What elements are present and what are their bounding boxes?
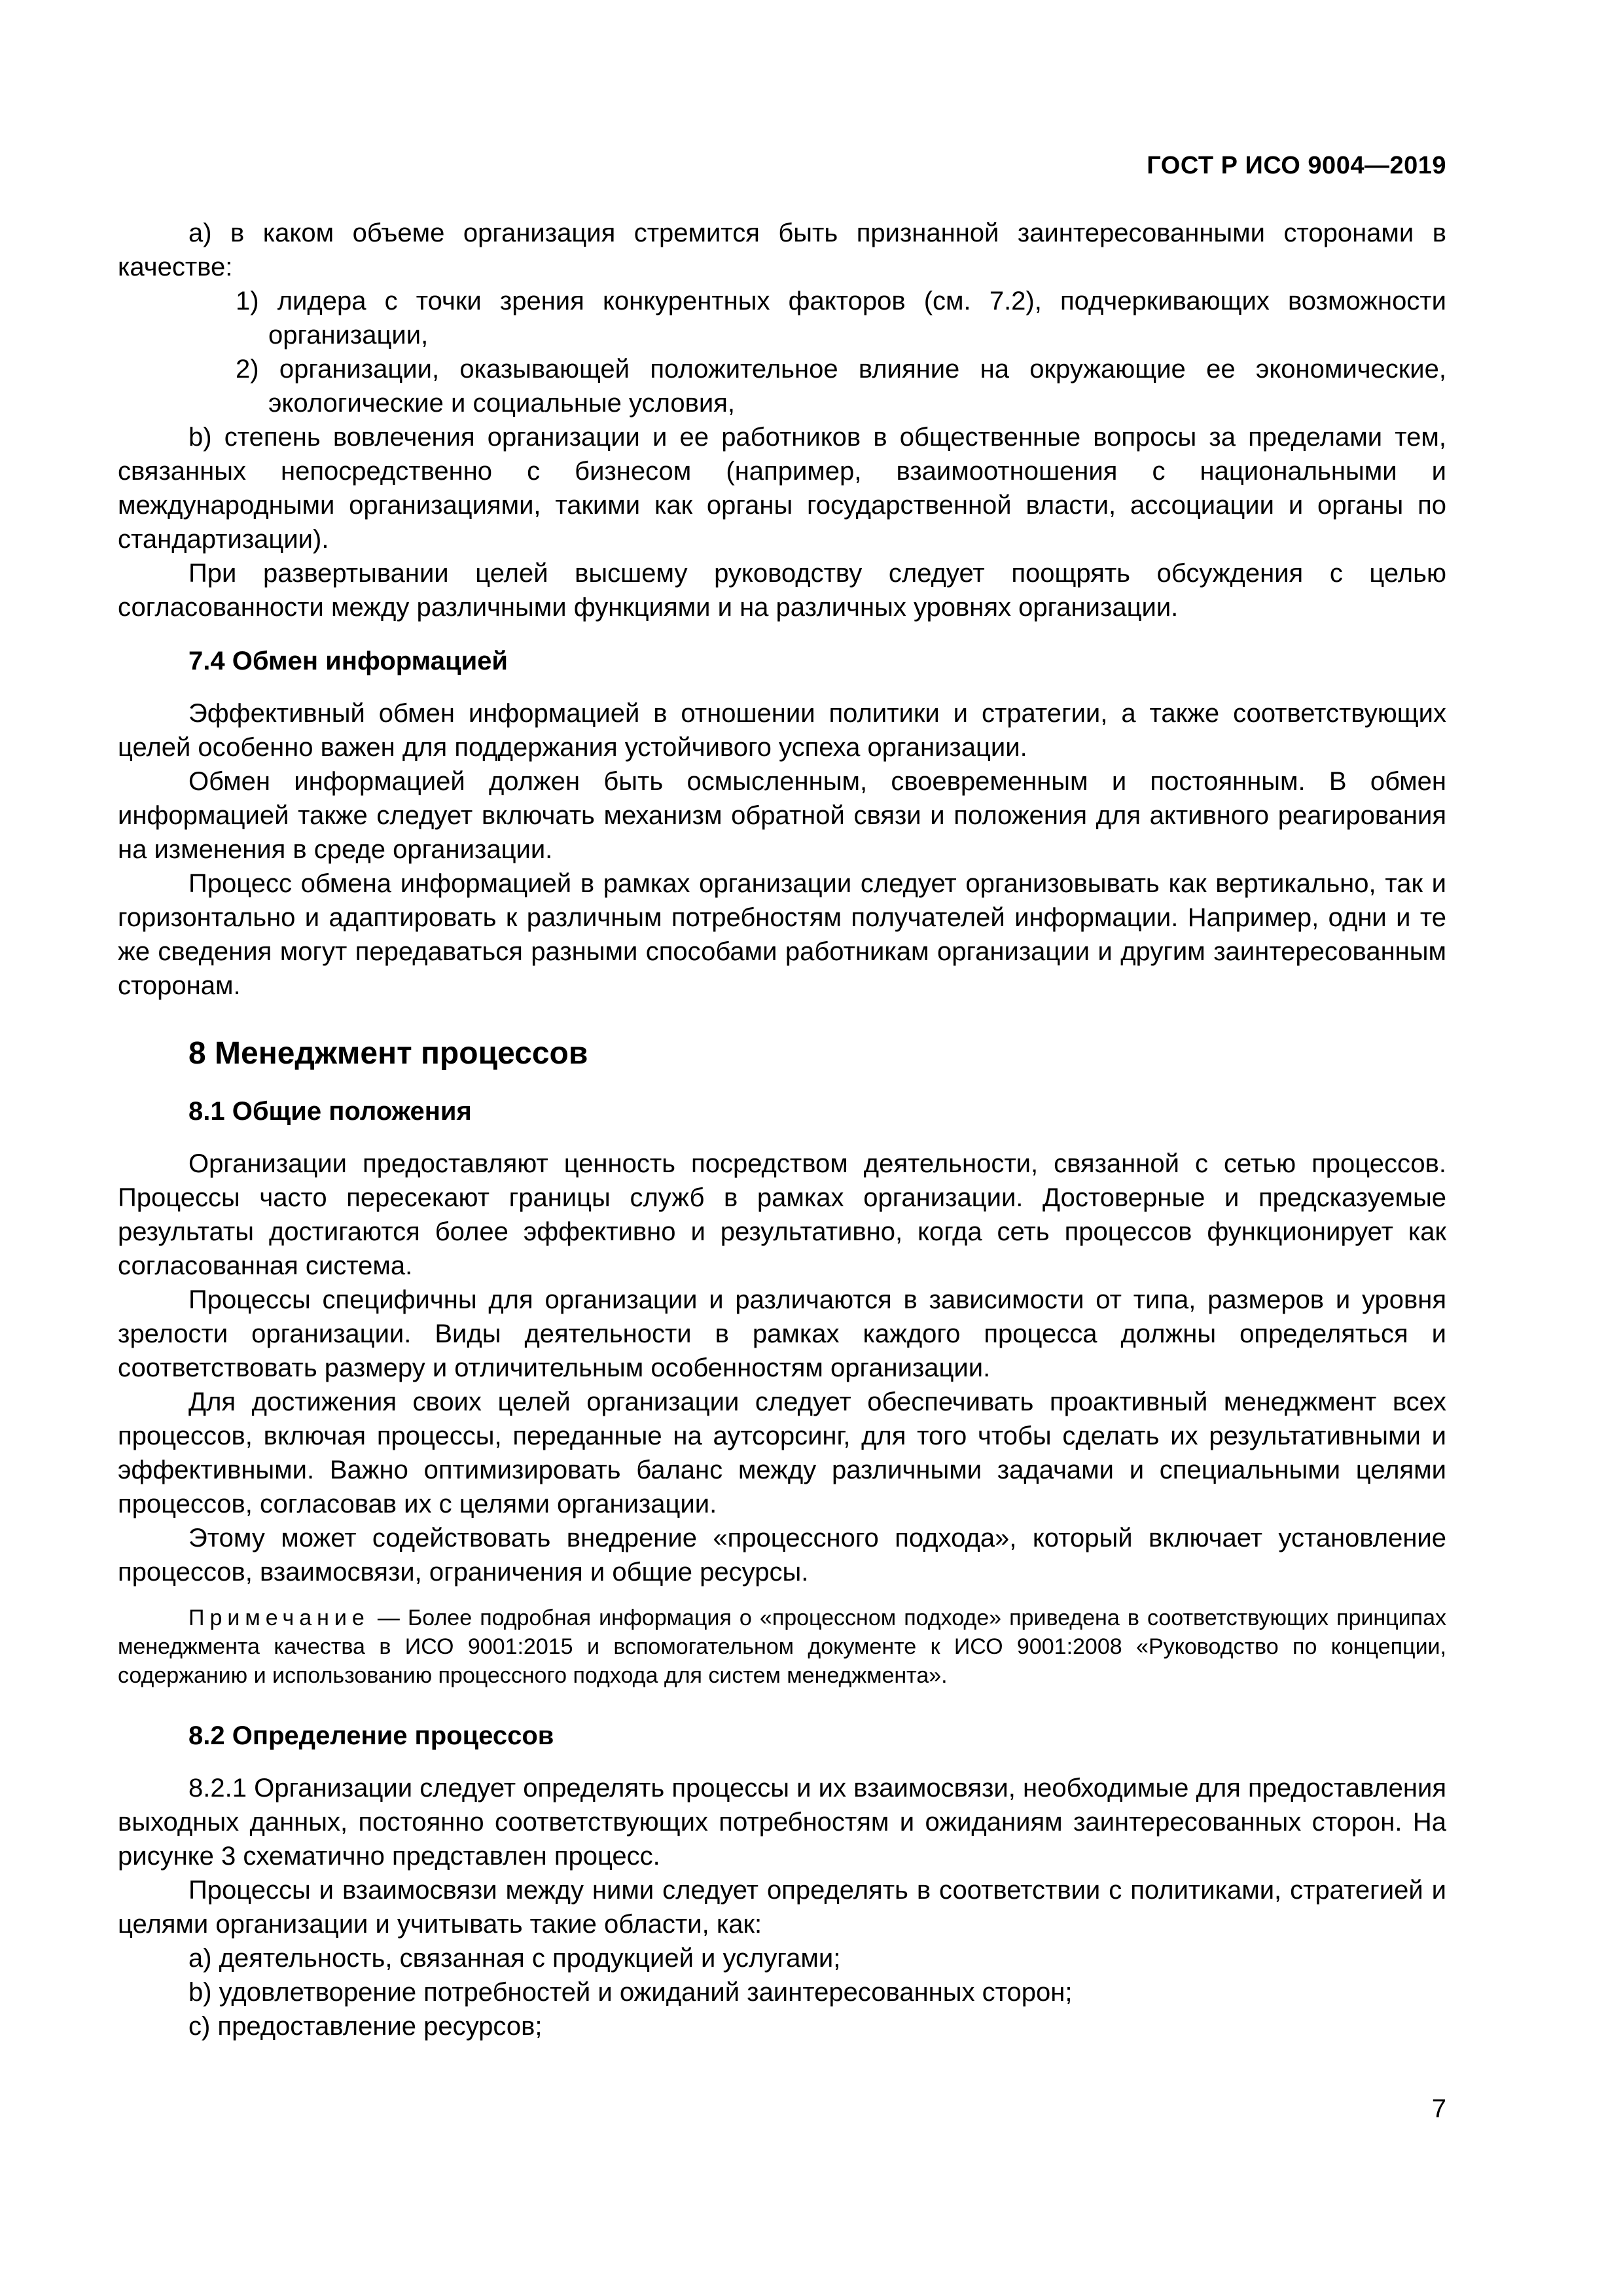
paragraph: 8.2.1 Организации следует определять процессы и их взаимосвязи, необходимые для предоставления выходных данных, постоянно соответствующих потребностям и ожиданиям заинтересованных сторон. На рисунке 3 схематично представлен процесс. bbox=[118, 1774, 1446, 1871]
section-heading-7-4: 7.4 Обмен информацией bbox=[188, 647, 508, 675]
paragraph: Обмен информацией должен быть осмысленным, своевременным и постоянным. В обмен информацией также следует включать механизм обратной связи и положения для активного реагирования на изменения в среде организации. bbox=[118, 767, 1446, 864]
list-item: c) предоставление ресурсов; bbox=[188, 2012, 543, 2041]
paragraph: Эффективный обмен информацией в отношении политики и стратегии, а также соответствующих целей особенно важен для поддержания устойчивого успеха организации. bbox=[118, 699, 1446, 762]
list-item: b) удовлетворение потребностей и ожиданий заинтересованных сторон; bbox=[188, 1978, 1073, 2007]
paragraph: Организации предоставляют ценность посредством деятельности, связанной с сетью процессов. Процессы часто пересекают границы служб в рамках организации. Достоверные и предсказуемые результаты достигаются более эффективно и результативно, когда сеть процессов функционирует как согласованная система. bbox=[118, 1149, 1446, 1280]
document-header: ГОСТ Р ИСО 9004—2019 bbox=[1147, 152, 1446, 179]
document-body bbox=[118, 216, 1446, 2043]
note bbox=[118, 1604, 1446, 1690]
paragraph: При развертывании целей высшему руководству следует поощрять обсуждения с целью согласованности между различными функциями и на различных уровнях организации. bbox=[118, 559, 1446, 622]
list-item: 2) организации, оказывающей положительное влияние на окружающие ее экономические, экологические и социальные условия, bbox=[236, 355, 1446, 418]
section-heading-8-1: 8.1 Общие положения bbox=[188, 1097, 472, 1126]
paragraph: Процессы специфичны для организации и различаются в зависимости от типа, размеров и уровня зрелости организации. Виды деятельности в рамках каждого процесса должны определяться и соответствовать размеру и отличительным особенностям организации. bbox=[118, 1285, 1446, 1382]
list-item: 1) лидера с точки зрения конкурентных факторов (см. 7.2), подчеркивающих возможности организации, bbox=[236, 287, 1446, 350]
paragraph: Этому может содействовать внедрение «процессного подхода», который включает установление процессов, взаимосвязи, ограничения и общие ресурсы. bbox=[118, 1524, 1446, 1587]
paragraph: а) в каком объеме организация стремится быть признанной заинтересованными сторонами в качестве: bbox=[118, 219, 1446, 281]
document-page bbox=[118, 0, 1446, 2296]
paragraph: Для достижения своих целей организации следует обеспечивать проактивный менеджмент всех процессов, включая процессы, переданные на аутсорсинг, для того чтобы сделать их результативными и эффективными. Важно оптимизировать баланс между различными задачами и специальными целями процессов, согласовав их с целями организации. bbox=[118, 1388, 1446, 1518]
note-label: Примечание bbox=[188, 1605, 370, 1630]
paragraph: Процесс обмена информацией в рамках организации следует организовывать как вертикально, так и горизонтально и адаптировать к различным потребностям получателей информации. Например, одни и те же сведения могут передаваться разными способами работникам организации и другим заинтересованным сторонам. bbox=[118, 869, 1446, 1000]
paragraph: Процессы и взаимосвязи между ними следует определять в соответствии с политиками, стратегией и целями организации и учитывать такие области, как: bbox=[118, 1876, 1446, 1939]
note-text: — Более подробная информация о «процессном подходе» приведена в соответствующих принципах менеджмента качества в ИСО 9001:2015 и вспомогательном документе к ИСО 9001:2008 «Руководство по концепции, содержанию и использованию процессного подхода для систем менеджмента». bbox=[118, 1605, 1446, 1688]
section-heading-8-2: 8.2 Определение процессов bbox=[188, 1721, 554, 1750]
page-number: 7 bbox=[1431, 2094, 1446, 2123]
list-item: a) деятельность, связанная с продукцией и услугами; bbox=[188, 1944, 841, 1973]
section-heading-8: 8 Менеджмент процессов bbox=[188, 1036, 588, 1071]
paragraph: b) степень вовлечения организации и ее работников в общественные вопросы за пределами тем, связанных непосредственно с бизнесом (например, взаимоотношения с национальными и международными организациями, такими как органы государственной власти, ассоциации и органы по стандартизации). bbox=[118, 423, 1446, 554]
